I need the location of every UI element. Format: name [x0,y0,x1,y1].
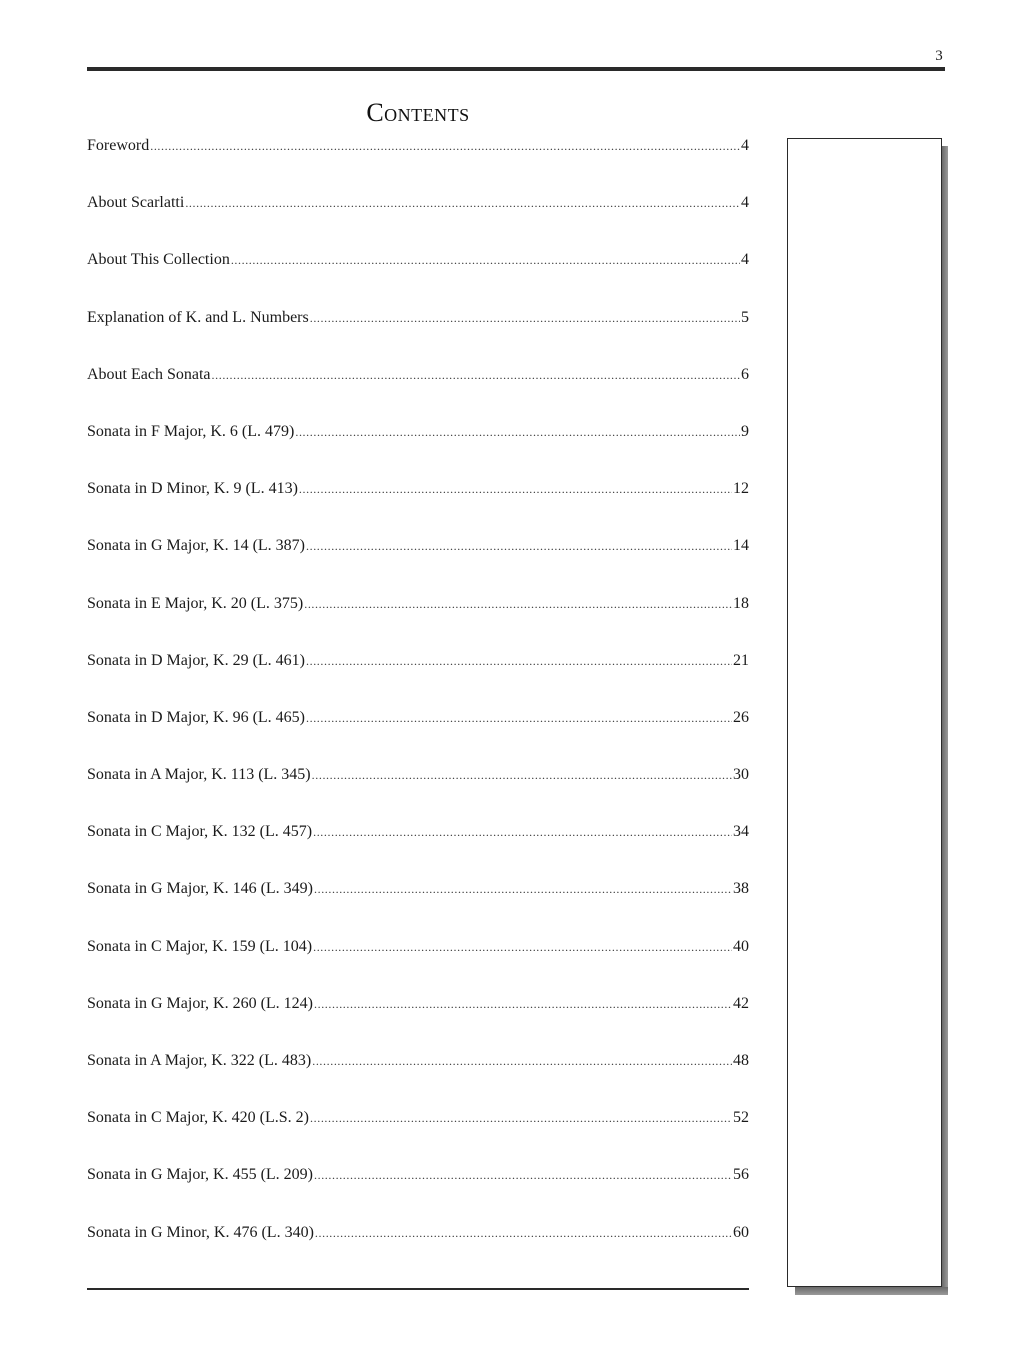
toc-entry-page: 52 [733,1109,749,1127]
sidebar-box [787,138,942,1287]
table-of-contents [87,135,749,1279]
toc-entry-title: Sonata in G Major, K. 455 (L. 209) [87,1166,313,1184]
toc-entry-page: 40 [733,937,749,955]
toc-entry-title: Sonata in F Major, K. 6 (L. 479) [87,422,295,440]
toc-entry-page: 6 [741,365,749,383]
toc-entry-page: 5 [741,308,749,326]
toc-entry-page: 14 [733,537,749,555]
dot-leader [295,421,740,443]
top-rule [87,67,945,71]
toc-entry-page: 60 [733,1223,749,1241]
toc-entry-page: 34 [733,823,749,841]
toc-entry-title: Sonata in D Minor, K. 9 (L. 413) [87,480,298,498]
toc-entry-title: Sonata in A Major, K. 113 (L. 345) [87,766,311,784]
toc-entry-title: Explanation of K. and L. Numbers [87,308,309,326]
toc-entry[interactable] [87,1164,749,1221]
toc-entry[interactable] [87,307,749,364]
toc-entry[interactable] [87,993,749,1050]
toc-entry[interactable] [87,707,749,764]
toc-entry-page: 4 [741,251,749,269]
toc-entry-page: 30 [733,766,749,784]
dot-leader [315,1222,732,1244]
toc-entry-title: Foreword [87,137,150,154]
toc-entry[interactable] [87,421,749,478]
dot-leader [313,821,732,843]
toc-entry[interactable] [87,1222,749,1279]
dot-leader [314,993,732,1015]
toc-entry[interactable] [87,1050,749,1107]
dot-leader [310,1107,732,1129]
dot-leader [306,535,732,557]
toc-entry[interactable] [87,478,749,535]
dot-leader [185,192,740,214]
dot-leader [312,764,732,786]
dot-leader [299,478,732,500]
page-title: Contents [366,98,470,127]
dot-leader [150,135,740,157]
toc-entry[interactable] [87,364,749,421]
toc-entry-page: 48 [733,1052,749,1069]
toc-entry-title: Sonata in A Major, K. 322 (L. 483) [87,1052,312,1069]
dot-leader [314,878,732,900]
sidebar-shadow-right [942,146,948,1295]
dot-leader [306,707,732,729]
bottom-rule [87,1288,749,1290]
toc-entry[interactable] [87,650,749,707]
toc-entry-page: 42 [733,994,749,1012]
toc-entry-title: Sonata in E Major, K. 20 (L. 375) [87,594,304,612]
toc-entry[interactable] [87,192,749,249]
toc-entry[interactable] [87,135,749,192]
toc-entry-title: About Scarlatti [87,194,185,212]
dot-leader [306,650,732,672]
toc-entry-page: 18 [733,594,749,612]
toc-entry[interactable] [87,764,749,821]
toc-entry-title: Sonata in D Major, K. 29 (L. 461) [87,651,305,669]
dot-leader [313,936,732,958]
toc-entry-page: 56 [733,1166,749,1184]
toc-entry-title: Sonata in C Major, K. 132 (L. 457) [87,823,313,841]
toc-entry-page: 21 [733,651,749,669]
toc-entry-title: Sonata in C Major, K. 159 (L. 104) [87,937,313,955]
sidebar-shadow-bottom [795,1287,948,1295]
dot-leader [312,1050,732,1072]
toc-entry-title: Sonata in G Major, K. 14 (L. 387) [87,537,305,555]
toc-entry[interactable] [87,593,749,650]
toc-entry-page: 26 [733,708,749,726]
toc-entry-page: 4 [741,137,749,154]
toc-entry-page: 9 [741,422,749,440]
toc-entry[interactable] [87,878,749,935]
dot-leader [212,364,740,386]
toc-entry-page: 12 [733,480,749,498]
toc-entry-page: 38 [733,880,749,898]
toc-entry-title: About Each Sonata [87,365,211,383]
toc-entry-title: About This Collection [87,251,230,269]
dot-leader [304,593,732,615]
toc-entry-title: Sonata in D Major, K. 96 (L. 465) [87,708,305,726]
toc-entry-title: Sonata in G Minor, K. 476 (L. 340) [87,1223,314,1241]
toc-entry[interactable] [87,1107,749,1164]
toc-entry-title: Sonata in C Major, K. 420 (L.S. 2) [87,1109,310,1127]
page-number: 3 [935,48,943,64]
toc-entry[interactable] [87,249,749,306]
dot-leader [231,249,740,271]
dot-leader [310,307,740,329]
toc-entry-page: 4 [741,194,749,212]
toc-entry[interactable] [87,821,749,878]
toc-entry[interactable] [87,936,749,993]
dot-leader [314,1164,732,1186]
toc-entry-title: Sonata in G Major, K. 260 (L. 124) [87,994,313,1012]
toc-entry[interactable] [87,535,749,592]
toc-entry-title: Sonata in G Major, K. 146 (L. 349) [87,880,313,898]
